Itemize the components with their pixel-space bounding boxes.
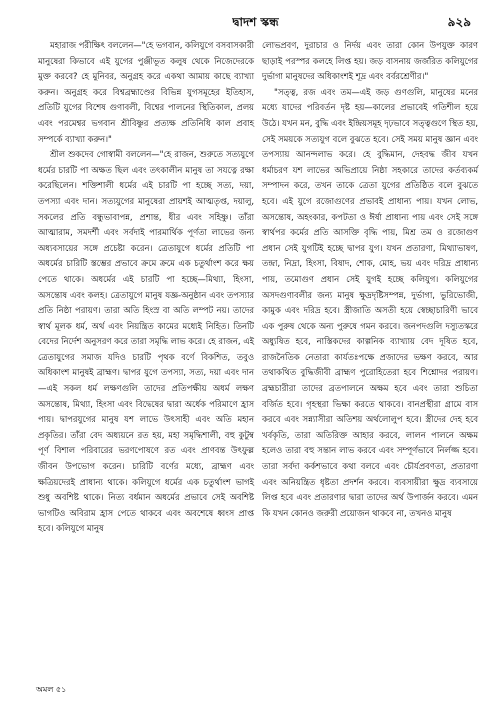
right-text-column [262,38,478,521]
paragraph: মহারাজ পরীক্ষিৎ বললেন—"হে ভগবান, কলিযুগে বসবাসকারী মানুষেরা কিভাবে এই যুগের পুঞ্জীভূত কলুষ থেকে নিজেদেরকে মুক্ত করবে? হে মুনিবর, অনুগ্রহ করে একথা আমায় কাছে ব্যাখ্যা করুন। অনুগ্রহ করে বিশ্বব্রহ্মাণ্ডের বিভিন্ন যুগসমূহের ইতিহাস, প্রতিটি যুগের বিশেষ গুণাবলী, বিশ্বের পালনের স্থিতিকাল, প্রলয় এবং পরমেশ্বর ভগবান শ্রীবিষ্ণুর প্রত্যক্ষ প্রতিনিধি কাল প্রবাহ সম্পর্কে ব্যাখ্যা করুন।" [38,40,254,144]
left-text-column [38,38,254,537]
paragraph: "সত্ত্ব, রজ এবং তম—এই জড় গুণগুলি, মানুষের মনের মধ্যে যাদের পরিবর্তন দৃষ্ট হয়—কালের প্রভাবেই গতিশীল হয়ে উঠে। যখন মন, বুদ্ধি এবং ইন্দ্রিয়সমূহ দৃঢ়ভাবে সত্ত্বগুণে স্থিত হয়, সেই সময়কে সত্যযুগ বলে বুঝতে হবে। সেই সময় মানুষ জ্ঞান এবং তপস্যায় আনন্দলাভ করে। হে বুদ্ধিমান, দেহবদ্ধ জীব যখন ধর্মাচরণ যশ লাভের অভিপ্রায়ে নিষ্ঠা সহকারে তাদের কর্তব্যকর্ম সম্পাদন করে, তখন তাকে ত্রেতা যুগের প্রতিষ্ঠিত বলে বুঝতে হবে। এই যুগে রজোগুণের প্রভাবই প্রাধান্য পায়। যখন লোভ, অসন্তোষ, অহংকার, কপটতা ও ঈর্ষা প্রাধান্য পায় এবং সেই সঙ্গে স্বার্থপর কর্মের প্রতি আসক্তি বৃদ্ধি পায়, মিশ্র তম ও রজোগুণ প্রধান সেই যুগটিই হচ্ছে দ্বাপর যুগ। যখন প্রতারণা, মিথ্যাভাষণ, তন্দ্রা, নিদ্রা, হিংসা, বিষাদ, শোক, মোহ, ভয় এবং দরিদ্র প্রাধান্য পায়, তমোগুণ প্রধান সেই যুগই হচ্ছে কলিযুগ। কলিযুগের অসদগুণাবলীর জন্য মানুষ ক্ষুদ্রদৃষ্টিসম্পন্ন, দুর্ভাগা, ভুরিভোজী, কামুক এবং দরিদ্র হবে। স্ত্রীজাতি অসতী হয়ে স্বেচ্ছাচারিণী ভাবে এক পুরুষ থেকে অন্য পুরুষে গমন করবে। জনপদগুলি দস্যুতস্করে অধ্যুষিত হবে, নাস্তিকদের কাল্পনিক ব্যাখ্যায় বেদ দূষিত হবে, রাজনৈতিক নেতারা কার্যতঃপক্ষে প্রজাদের ভক্ষণ করবে, আর তথাকথিত বুদ্ধিজীবী ব্রাহ্মণ পুরোহিতেরা হবে শিশ্নোদর পরায়ণ। ব্রহ্মচারীরা তাদের ব্রতপালনে অক্ষম হবে এবং তারা শুচিতা বর্জিত হবে। গৃহস্থরা ভিক্ষা করতে থাকবে। বানপ্রস্থীরা গ্রামে বাস করবে এবং সন্ন্যাসীরা অতিশয় অর্থলোলুপ হবে। স্ত্রীদের দেহ হবে খর্বকৃতি, তারা অতিরিক্ত আহার করবে, লালন পালনে অক্ষম হলেও তারা বহু সন্তান লাভ করবে এবং সম্পূর্ণভাবে নির্লজ্জ হবে। তারা সর্বদা কর্কশভাবে কথা বলবে এবং চৌর্যপ্রবণতা, প্রতারণা এবং অনিয়ন্ত্রিত ধৃষ্টতা প্রদর্শন করবে। ব্যবসায়ীরা ক্ষুদ্র ব্যবসায়ে লিপ্ত হবে এবং প্রতারণার দ্বারা তাদের অর্থ উপার্জন করবে। এমন কি যখন কোনও জরুরী প্রয়োজন থাকবে না, তখনও মানুষ [262,86,478,518]
running-header [40,14,471,34]
canto-title: দ্বাদশ স্কন্ধ [232,15,279,29]
printer-signature: অমল ৫১ [36,685,67,694]
paragraph: লোভপ্রবণ, দুরাচার ও নির্দয় এবং তারা কোন উপযুক্ত কারণ ছাড়াই পরস্পর কলহে লিপ্ত হয়। জড় বাসনায় জর্জরিত কলিযুগের দুর্ভাগা মানুষদের অধিকাংশই শূদ্র এবং বর্বরশ্রেণীর।" [262,40,478,82]
paragraph: শ্রীল শুকদেব গোস্বামী বললেন—"হে রাজন, শুরুতে সত্যযুগে ধর্মের চারটি পা অক্ষত ছিল এবং তৎকালীন মানুষ তা সযত্নে রক্ষা করেছিলেন। শক্তিশালী ধর্মের এই চারটি পা হচ্ছে সত্য, দয়া, তপস্যা এবং দান। সত্যযুগের মানুষেরা প্রায়শই আত্মতৃপ্ত, দয়ালু, সকলের প্রতি বন্ধুভাবাপন্ন, প্রশান্ত, ধীর এবং সহিষ্ণু। তাঁরা আত্মারাম, সমদর্শী এবং সর্বদাই পারমার্থিক পূর্ণতা লাভের জন্য অধ্যবসায়ের সঙ্গে প্রচেষ্টা করেন। ত্রেতাযুগে ধর্মের প্রতিটি পা অধর্মের চারিটি স্তম্ভের প্রভাবে ক্রমে ক্রমে এক চতুর্থাংশ করে ক্ষয় পেতে থাকে। অধর্মের এই চারটি পা হচ্ছে—মিথ্যা, হিংসা, অসন্তোষ এবং কলহ। ত্রেতাযুগে মানুষ যজ্ঞ-অনুষ্ঠান এবং তপস্যার প্রতি নিষ্ঠা পরায়ণ। তারা অতি হিংস্র বা অতি লম্পট নয়। তাদের স্বার্থ মূলক ধর্ম, অর্থ এবং নিয়ন্ত্রিত কামের মধ্যেই নিহিত। তিনটি বেদের নির্দেশ অনুসরণ করে তারা সমৃদ্ধি লাভ করে। হে রাজন, এই ত্রেতাযুগের সমাজ যদিও চারটি পৃথক বর্ণে বিকশিত, তবুও অধিকাংশ মানুষই ব্রাহ্মণ। দ্বাপর যুগে তপস্যা, সত্য, দয়া এবং দান—এই সকল ধর্ম লক্ষণগুলি তাদের প্রতিপক্ষীয় অধর্ম লক্ষণ অসন্তোষ, মিথ্যা, হিংসা এবং বিদ্বেষের দ্বারা অর্ধেক পরিমাণে হ্রাস পায়। দ্বাপরযুগের মানুষ যশ লাভে উৎসাহী এবং অতি মহান প্রকৃতির। তাঁরা বেদ অধ্যয়নে রত হয়, মহা সমৃদ্ধিশালী, বহু কুটুম্ব পূর্ণ বিশাল পরিবারের ভরণপোষণে রত এবং প্রাণবন্ত উৎফুল্ল জীবন উপভোগ করেন। চারিটি বর্ণের মধ্যে, ব্রাহ্মণ এবং ক্ষত্রিয়দেরই প্রাধান্য থাকে। কলিযুগে ধর্মের এক চতুর্থাংশ ভাগই শুধু অবশিষ্ট থাকে। নিত্য বর্ধমান অধর্মের প্রভাবে সেই অবশিষ্ট ভাগটিও অবিরাম হ্রাস পেতে থাকবে এবং অবশেষে ধ্বংস প্রাপ্ত হবে। কলিযুগে মানুষ [38,149,254,534]
page-number: ৯২৯ [447,15,471,29]
